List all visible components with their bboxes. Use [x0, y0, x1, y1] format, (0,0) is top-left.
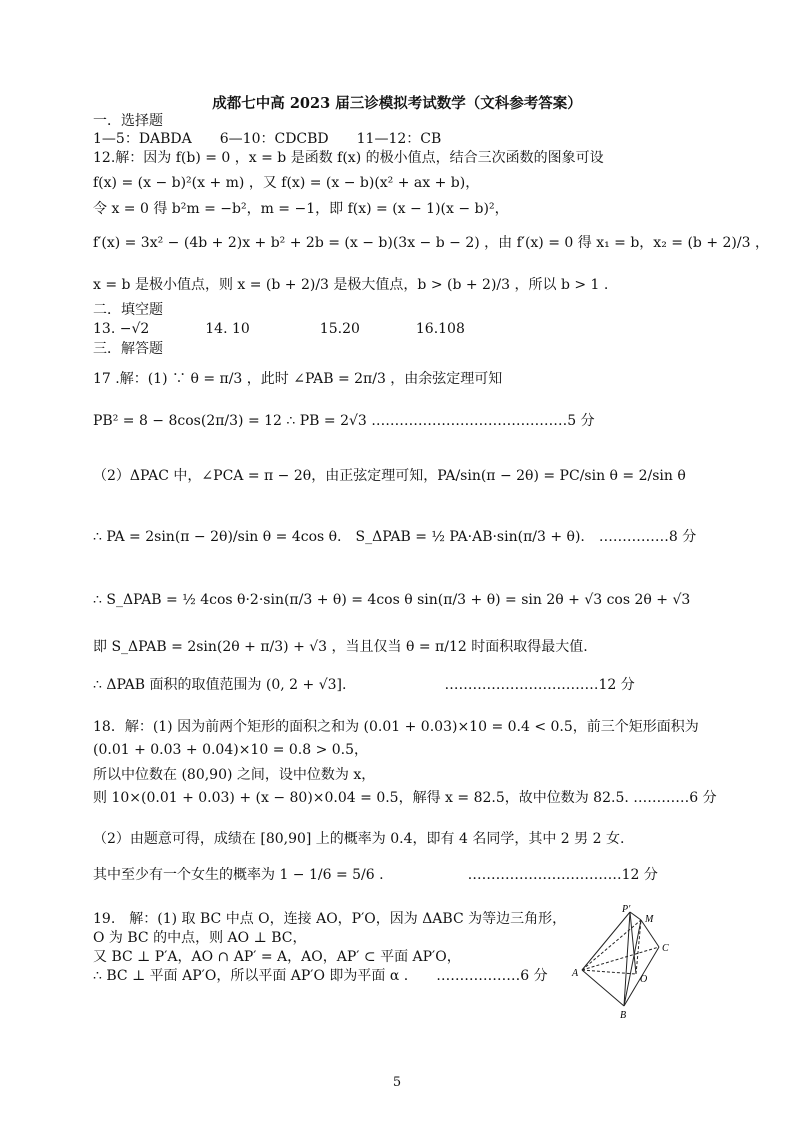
page-number: 5: [392, 1075, 402, 1090]
q17-line-5: ∴ S_ΔPAB = ½ 4cos θ·2·sin(π/3 + θ) = 4cos θ sin(π/3 + θ) = sin 2θ + √3 cos 2θ + √3: [93, 592, 691, 608]
fill-answers: 13. −√2 14. 10 15.20 16.108: [93, 321, 465, 337]
q12-line-5: x = b 是极小值点，则 x = (b + 2)/3 是极大值点，b > (b + 2)/3 ，所以 b > 1 .: [93, 277, 609, 293]
page-title: 成都七中高 2023 届三诊模拟考试数学（文科参考答案）: [212, 95, 582, 112]
choice-answers: 1—5：DABDA 6—10：CDCBD 11—12：CB: [93, 131, 442, 147]
q12-line-1: 12.解：因为 f(b) = 0 ，x = b 是函数 f(x) 的极小值点，结合三次函数的图象可设: [93, 150, 604, 166]
q18-line-3: 所以中位数在 (80,90) 之间，设中位数为 x，: [93, 767, 376, 783]
label-b: B: [620, 1010, 627, 1020]
q18-line-2: (0.01 + 0.03 + 0.04)×10 = 0.8 > 0.5，: [93, 742, 369, 758]
q12-line-2: f(x) = (x − b)²(x + m) ，又 f(x) = (x − b)(x² + ax + b)，: [93, 175, 480, 191]
q18-line-4: 则 10×(0.01 + 0.03) + (x − 80)×0.04 = 0.5，解得 x = 82.5，故中位数为 82.5. …………6 分: [93, 790, 717, 806]
q17-line-2: PB² = 8 − 8cos(2π/3) = 12 ∴ PB = 2√3 ……………………………………5 分: [93, 413, 595, 429]
edge-a-b: [582, 970, 624, 1006]
q19-line-4: ∴ BC ⊥ 平面 AP′O，所以平面 AP′O 即为平面 α . ………………6 分: [93, 968, 548, 984]
q12-line-3: 令 x = 0 得 b²m = −b²，m = −1，即 f(x) = (x − 1)(x − b)²，: [93, 201, 509, 217]
section-heading-choice: 一．选择题: [93, 113, 163, 129]
edge-p-a: [582, 912, 630, 970]
section-heading-fill: 二．填空题: [93, 302, 163, 318]
q19-line-3: 又 BC ⊥ P′A，AO ∩ AP′ = A，AO，AP′ ⊂ 平面 AP′O，: [93, 949, 461, 965]
edge-p-o: [630, 912, 636, 974]
q12-line-4: f′(x) = 3x² − (4b + 2)x + b² + 2b = (x − b)(3x − b − 2) ，由 f′(x) = 0 得 x₁ = b，x₂ = (b + 2)/3 ，: [93, 235, 769, 251]
label-m: M: [645, 914, 654, 925]
label-o: O: [640, 974, 648, 985]
label-p: P′: [622, 904, 631, 915]
q17-line-6: 即 S_ΔPAB = 2sin(2θ + π/3) + √3 ，当且仅当 θ = π/12 时面积取得最大值.: [93, 639, 588, 655]
q17-line-3: （2）ΔPAC 中，∠PCA = π − 2θ，由正弦定理可知，PA/sin(π − 2θ) = PC/sin θ = 2/sin θ: [93, 468, 686, 484]
q19-line-1: 19. 解：(1) 取 BC 中点 O，连接 AO，P′O，因为 ΔABC 为等边三角形，: [93, 911, 567, 927]
section-heading-solve: 三．解答题: [93, 341, 163, 357]
edge-p-m: [630, 912, 641, 920]
q17-line-1: 17 .解：(1) ∵ θ = π/3 ，此时 ∠PAB = 2π/3 ，由余弦定理可知: [93, 371, 503, 387]
label-c: C: [662, 943, 669, 954]
q18-line-1: 18．解：(1) 因为前两个矩形的面积之和为 (0.01 + 0.03)×10 = 0.4 < 0.5，前三个矩形面积为: [93, 719, 699, 735]
edge-o-m: [636, 920, 641, 974]
q18-line-5: （2）由题意可得，成绩在 [80,90] 上的概率为 0.4，即有 4 名同学，其中 2 男 2 女.: [93, 831, 625, 847]
q19-line-2: O 为 BC 的中点，则 AO ⊥ BC，: [93, 930, 307, 946]
edge-a-o: [582, 970, 636, 974]
label-a: A: [572, 968, 579, 979]
q17-line-7: ∴ ΔPAB 面积的取值范围为 (0, 2 + √3]. ……………………………12 分: [93, 677, 635, 693]
q17-line-4: ∴ PA = 2sin(π − 2θ)/sin θ = 4cos θ. S_ΔPAB = ½ PA·AB·sin(π/3 + θ). ……………8 分: [93, 529, 697, 545]
q18-line-6: 其中至少有一个女生的概率为 1 − 1/6 = 5/6 . ……………………………12 分: [93, 867, 658, 883]
pyramid-figure: [566, 902, 686, 1020]
